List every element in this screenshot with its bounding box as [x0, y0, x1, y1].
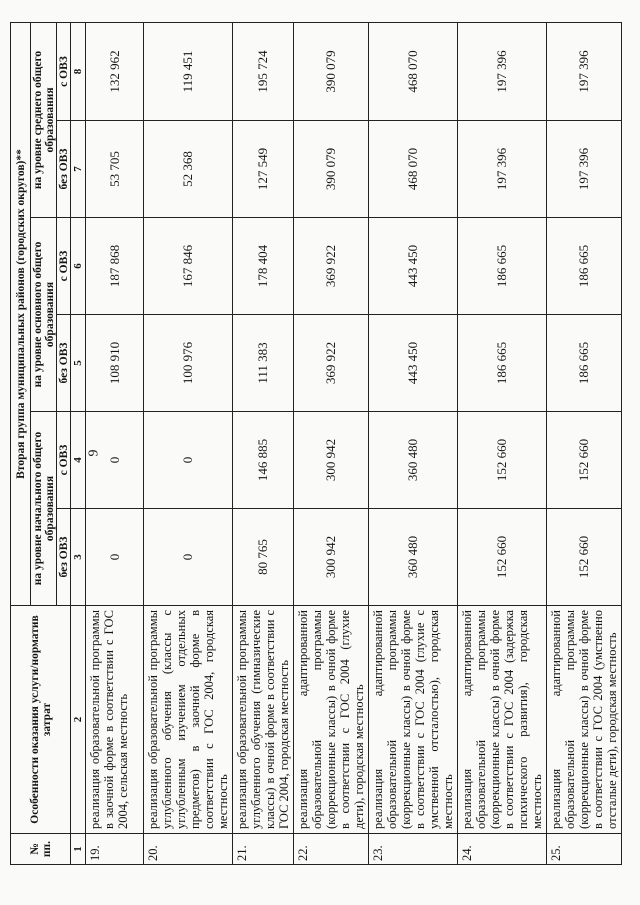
row-description: реализация адаптированной образовательной программы (коррекционные классы) в очной форме в соответствии с ГОС 2004 (задержка психического развития), городская местность [458, 606, 547, 834]
column-index: 4 [71, 412, 86, 509]
row-description: реализация адаптированной образовательной программы (коррекционные классы) в очной форме в соответствии с ГОС 2004 (глухие дети), городская местность [294, 606, 369, 834]
table-row [86, 22, 144, 864]
row-value: 187 868 [86, 218, 144, 315]
table-row [294, 22, 369, 864]
row-value: 186 665 [547, 218, 622, 315]
column-index: 3 [71, 509, 86, 606]
row-value: 443 450 [369, 315, 458, 412]
row-number: 20. [144, 834, 233, 865]
column-index: 5 [71, 315, 86, 412]
row-value: 197 396 [458, 22, 547, 120]
header-level-primary: на уровне начального общего образования [31, 412, 57, 606]
row-value: 0 [86, 412, 144, 509]
row-value: 300 942 [294, 412, 369, 509]
row-value: 80 765 [233, 509, 294, 606]
row-value: 186 665 [547, 315, 622, 412]
row-value: 146 885 [233, 412, 294, 509]
header-level-secondary: на уровне среднего общего образования [31, 22, 57, 217]
row-value: 111 383 [233, 315, 294, 412]
row-description: реализация адаптированной образовательной программы (коррекционные классы) в очной форме в соответствии с ГОС 2004 (глухие с умственной отсталостью), городская местность [369, 606, 458, 834]
row-value: 152 660 [458, 412, 547, 509]
header-sub: с ОВЗ [57, 22, 71, 120]
column-index: 7 [71, 121, 86, 218]
row-value: 468 070 [369, 22, 458, 120]
header-group: Вторая группа муниципальных районов (городских округов)** [11, 22, 31, 605]
row-value: 390 079 [294, 121, 369, 218]
row-value: 132 962 [86, 22, 144, 120]
row-value: 197 396 [547, 121, 622, 218]
table-row [458, 22, 547, 864]
row-value: 152 660 [547, 509, 622, 606]
row-value: 195 724 [233, 22, 294, 120]
row-number: 24. [458, 834, 547, 865]
row-description: реализация образовательной программы углубленного обучения (гимназические классы) в очной форме в соответствии с ГОС 2004, городская местность [233, 606, 294, 834]
table-body [86, 22, 622, 864]
column-index: 6 [71, 218, 86, 315]
row-value: 197 396 [547, 22, 622, 120]
cost-norms-table [10, 22, 622, 865]
header-service: Особенности оказания услуги/норматив затрат [11, 606, 71, 834]
row-value: 360 480 [369, 509, 458, 606]
row-value: 0 [86, 509, 144, 606]
row-value: 0 [144, 412, 233, 509]
row-value: 390 079 [294, 22, 369, 120]
row-value: 360 480 [369, 412, 458, 509]
row-number: 23. [369, 834, 458, 865]
rotated-table-container [10, 23, 619, 865]
row-value: 52 368 [144, 121, 233, 218]
row-value: 119 451 [144, 22, 233, 120]
row-value: 300 942 [294, 509, 369, 606]
table-row [547, 22, 622, 864]
table-row [144, 22, 233, 864]
row-value: 197 396 [458, 121, 547, 218]
row-value: 53 705 [86, 121, 144, 218]
row-value: 100 976 [144, 315, 233, 412]
header-sub: без ОВЗ [57, 121, 71, 218]
table-row [233, 22, 294, 864]
table-row [369, 22, 458, 864]
row-value: 152 660 [458, 509, 547, 606]
column-index: 8 [71, 22, 86, 120]
row-number: 22. [294, 834, 369, 865]
row-value: 178 404 [233, 218, 294, 315]
header-sub: с ОВЗ [57, 218, 71, 315]
header-sub: с ОВЗ [57, 412, 71, 509]
row-value: 369 922 [294, 218, 369, 315]
row-value: 186 665 [458, 218, 547, 315]
column-index: 2 [71, 606, 86, 834]
row-value: 443 450 [369, 218, 458, 315]
row-description: реализация образовательной программы в заочной форме в соответствии с ГОС 2004, сельская местность [86, 606, 144, 834]
page-number: 9 [86, 449, 102, 457]
row-value: 0 [144, 509, 233, 606]
row-description: реализация адаптированной образовательной программы (коррекционные классы) в очной форме в соответствии с ГОС 2004 (умственно отсталые дети), городская местность [547, 606, 622, 834]
header-level-basic: на уровне основного общего образования [31, 218, 57, 412]
row-description: реализация образовательной программы углубленного обучения (классы с углубленным изучением отдельных предметов) в заочной форме в соответствии с ГОС 2004, городская местность [144, 606, 233, 834]
row-value: 108 910 [86, 315, 144, 412]
row-value: 468 070 [369, 121, 458, 218]
header-sub: без ОВЗ [57, 315, 71, 412]
row-value: 369 922 [294, 315, 369, 412]
row-value: 127 549 [233, 121, 294, 218]
header-sub: без ОВЗ [57, 509, 71, 606]
row-value: 152 660 [547, 412, 622, 509]
column-index: 1 [71, 834, 86, 865]
header-num: № пп. [11, 834, 71, 865]
row-value: 167 846 [144, 218, 233, 315]
row-value: 186 665 [458, 315, 547, 412]
row-number: 19. [86, 834, 144, 865]
row-number: 21. [233, 834, 294, 865]
row-number: 25. [547, 834, 622, 865]
